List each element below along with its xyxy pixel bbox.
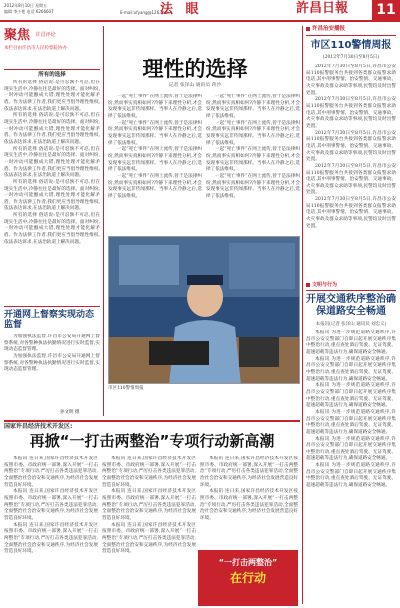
page-number: 11	[372, 0, 400, 20]
bottom-rule	[4, 420, 300, 422]
feature-text-col-1: 一起“死亡事件”在网上流传,曾于是法律纠纷,然而事实真相如何?冷静下来理性分析,才会发现事实远非传闻那样。当事人在冷静之后,选择了依法维权。 一起“死亡事件”在网上流传,曾于是法律纠纷,然而事实真相如何?冷静下来理性分析,才会发现事实远非传闻那样。当事人在冷静之后,选择了依法维权。 一起“死亡事件”在网上流传,曾于是法律纠纷,然而事实真相如何?冷静下来理性分析,才会发现事实远非传闻那样。当事人在冷静之后,选择了依法维权。 一起“死亡事件”在网上流传,曾于是法律纠纷,然而事实真相如何?冷静下来理性分析,才会发现事实远非传闻那样。当事人在冷静之后,选择了依法维权。	[108, 94, 202, 199]
right-top-text: 2012年7月30日至8月5日,许昌市公安局110报警服务台共接到各类群众报警求助电话,其中刑事警情、治安警情、交通事故、火灾事故及群众求助等事项,民警均及时出警处置。 2012年7月30日至8月5日,许昌市公安局110报警服务台共接到各类群众报警求助电话,其中刑事警情、治安警情、交通事故、火灾事故及群众求助等事项,民警均及时出警处置。 2012年7月30日至8月5日,许昌市公安局110报警服务台共接到各类群众报警求助电话,其中刑事警情、治安警情、交通事故、火灾事故及群众求助等事项,民警均及时出警处置。 2012年7月30日至8月5日,许昌市公安局110报警服务台共接到各类群众报警求助电话,其中刑事警情、治安警情、交通事故、火灾事故及群众求助等事项,民警均及时出警处置。 2012年7月30日至8月5日,许昌市公安局110报警服务台共接到各类群众报警求助电话,其中刑事警情、治安警情、交通事故、火灾事故及群众求助等事项,民警均及时出警处置。	[306, 64, 396, 229]
left-column-text: 所有的选择 俗话说:是可忍孰不可忍,但在现实生活中,冷静往往是最好的选择。面对纠纷,一时冲动可能酿成大错,理性处理才能化解矛盾。作为法律工作者,我们更应当倡导理性维权,依法表达诉求,在法治轨道上解决问题。 所有的选择 俗话说:是可忍孰不可忍,但在现实生活中,冷静往往是最好的选择。面对纠纷,一时冲动可能酿成大错,理性处理才能化解矛盾。作为法律工作者,我们更应当倡导理性维权,依法表达诉求,在法治轨道上解决问题。 所有的选择 俗话说:是可忍孰不可忍,但在现实生活中,冷静往往是最好的选择。面对纠纷,一时冲动可能酿成大错,理性处理才能化解矛盾。作为法律工作者,我们更应当倡导理性维权,依法表达诉求,在法治轨道上解决问题。 所有的选择 俗话说:是可忍孰不可忍,但在现实生活中,冷静往往是最好的选择。面对纠纷,一时冲动可能酿成大错,理性处理才能化解矛盾。作为法律工作者,我们更应当倡导理性维权,依法表达诉求,在法治轨道上解决问题。 所有的选择 俗话说:是可忍孰不可忍,但在现实生活中,冷静往往是最好的选择。面对纠纷,一时冲动可能酿成大错,理性处理才能化解矛盾。作为法律工作者,我们更应当倡导理性维权,依法表达诉求,在法治轨道上解决问题。	[4, 80, 100, 245]
photo-caption: 市区110警情周报	[108, 386, 144, 391]
promo-text-b: 在行动	[229, 571, 266, 585]
right-mid-section-label: 文明与行为	[306, 282, 396, 291]
column-tag: 许昌评论	[35, 32, 56, 38]
right-mid-headline: 开展交通秩序整治确保道路安全畅通	[306, 294, 396, 317]
section-rule	[4, 306, 100, 307]
promo-text-a: “一打击两整治”	[218, 558, 278, 567]
email-line: E-mail:xfyang@126.com	[120, 10, 169, 15]
column-topic: 所有的选择	[38, 72, 66, 78]
photo-illustration	[109, 237, 300, 384]
column-subtitle: 本栏目由许昌市人民检察院协办	[4, 46, 67, 52]
page-header	[0, 0, 400, 22]
column-divider	[103, 26, 104, 416]
right-headline: 市区110警情周报	[310, 40, 392, 51]
editor-line: 编辑 李小艳 电话 6266607	[4, 9, 54, 14]
bottom-text-col-1: 本报讯 连日来,国家许昌经济技术开发区按照市委、市政府统一部署,深入开展“一打击两整治”专项行动,严厉打击各类违法犯罪活动,全面整治社会治安和交通秩序,为经济社会发展营造良好环境。 本报讯 连日来,国家许昌经济技术开发区按照市委、市政府统一部署,深入开展“一打击两整治”专项行动,严厉打击各类违法犯罪活动,全面整治社会治安和交通秩序,为经济社会发展营造良好环境。 本报讯 连日来,国家许昌经济技术开发区按照市委、市政府统一部署,深入开展“一打击两整治”专项行动,严厉打击各类违法犯罪活动,全面整治社会治安和交通秩序,为经济社会发展营造良好环境。	[4, 456, 98, 555]
bottom-text-col-3: 本报讯 连日来,国家许昌经济技术开发区按照市委、市政府统一部署,深入开展“一打击两整治”专项行动,严厉打击各类违法犯罪活动,全面整治社会治安和交通秩序,为经济社会发展营造良好环境。 本报讯 连日来,国家许昌经济技术开发区按照市委、市政府统一部署,深入开展“一打击两整治”专项行动,严厉打击各类违法犯罪活动,全面整治社会治安和交通秩序,为经济社会发展营造良好环境。	[200, 456, 298, 521]
bottom-kicker: 国家许昌经济技术开发区:	[4, 423, 73, 430]
column-divider	[302, 26, 303, 604]
left-mid-byline: 孙文明 摄	[60, 410, 80, 415]
left-mid-text: 为加强执法监督,许昌市公安局开通网上督察系统,对各警种执法执勤情况进行实时监督,实现动态监督管理。 为加强执法监督,许昌市公安局开通网上督察系统,对各警种执法执勤情况进行实时监督,实现动态监督管理。	[4, 334, 100, 373]
promo-box	[198, 550, 298, 606]
date-line: 2012年8月10日 星期五	[4, 3, 48, 8]
bullet-icon	[306, 27, 310, 31]
right-section-label: 许昌治安播报	[306, 26, 396, 36]
header-info	[4, 3, 124, 15]
feature-text-col-2: 一起“死亡事件”在网上流传,曾于是法律纠纷,然而事实真相如何?冷静下来理性分析,才会发现事实远非传闻那样。当事人在冷静之后,选择了依法维权。 一起“死亡事件”在网上流传,曾于是法律纠纷,然而事实真相如何?冷静下来理性分析,才会发现事实远非传闻那样。当事人在冷静之后,选择了依法维权。 一起“死亡事件”在网上流传,曾于是法律纠纷,然而事实真相如何?冷静下来理性分析,才会发现事实远非传闻那样。当事人在冷静之后,选择了依法维权。 一起“死亡事件”在网上流传,曾于是法律纠纷,然而事实真相如何?冷静下来理性分析,才会发现事实远非传闻那样。当事人在冷静之后,选择了依法维权。	[206, 94, 300, 199]
section-title: 法 眼	[160, 2, 203, 17]
feature-headline: 理性的选择	[142, 57, 248, 81]
right-date-range: (2012年7月30日至8月5日)	[322, 55, 380, 60]
column-header	[4, 28, 100, 70]
feature-byline: 记者 张泽山 通讯员 蒋沙	[168, 83, 222, 88]
bottom-headline: 再掀“一打击两整治”专项行动新高潮	[29, 432, 275, 450]
column-title: 聚焦	[4, 28, 31, 43]
masthead: 許昌日報	[296, 1, 349, 16]
bottom-text-col-2: 本报讯 连日来,国家许昌经济技术开发区按照市委、市政府统一部署,深入开展“一打击两整治”专项行动,严厉打击各类违法犯罪活动,全面整治社会治安和交通秩序,为经济社会发展营造良好环境。 本报讯 连日来,国家许昌经济技术开发区按照市委、市政府统一部署,深入开展“一打击两整治”专项行动,严厉打击各类违法犯罪活动,全面整治社会治安和交通秩序,为经济社会发展营造良好环境。 本报讯 连日来,国家许昌经济技术开发区按照市委、市政府统一部署,深入开展“一打击两整治”专项行动,严厉打击各类违法犯罪活动,全面整治社会治安和交通秩序,为经济社会发展营造良好环境。	[102, 456, 196, 555]
right-mid-text: 本报讯 为进一步规范道路交通秩序,许昌市公安交警部门自即日起开展交通秩序集中整治行动,重点查处酒后驾驶、无证驾驶、超速超载等违法行为,确保道路安全畅通。 本报讯 为进一步规范道路交通秩序,许昌市公安交警部门自即日起开展交通秩序集中整治行动,重点查处酒后驾驶、无证驾驶、超速超载等违法行为,确保道路安全畅通。 本报讯 为进一步规范道路交通秩序,许昌市公安交警部门自即日起开展交通秩序集中整治行动,重点查处酒后驾驶、无证驾驶、超速超载等违法行为,确保道路安全畅通。 本报讯 为进一步规范道路交通秩序,许昌市公安交警部门自即日起开展交通秩序集中整治行动,重点查处酒后驾驶、无证驾驶、超速超载等违法行为,确保道路安全畅通。 本报讯 为进一步规范道路交通秩序,许昌市公安交警部门自即日起开展交通秩序集中整治行动,重点查处酒后驾驶、无证驾驶、超速超载等违法行为,确保道路安全畅通。 本报讯 为进一步规范道路交通秩序,许昌市公安交警部门自即日起开展交通秩序集中整治行动,重点查处酒后驾驶、无证驾驶、超速超载等违法行为,确保道路安全畅通。	[306, 330, 396, 489]
bullet-icon	[306, 283, 310, 287]
right-mid-byline: 本报讯(记者 张泽山 通讯员 刘忠义)	[315, 322, 387, 327]
left-mid-headline: 开通网上督察实现动态监督	[4, 310, 95, 331]
feature-photo	[108, 236, 300, 384]
